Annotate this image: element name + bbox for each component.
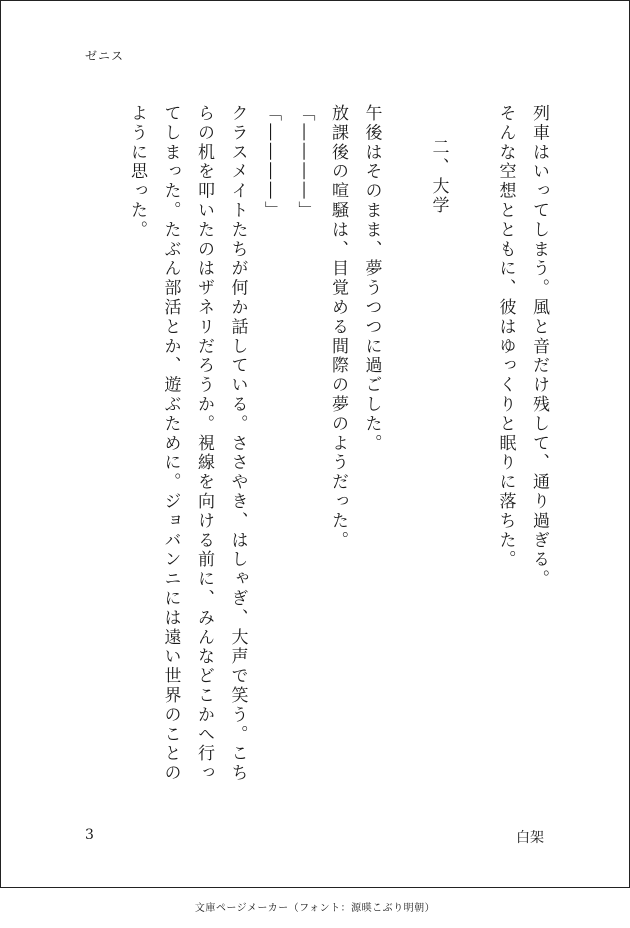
blank-line <box>388 104 422 804</box>
blank-line <box>455 104 489 804</box>
body-line: 列車はいってしまう。風と音だけ残して、通り過ぎる。 <box>529 104 549 589</box>
body-line: 放課後の喧騒は、目覚める間際の夢のようだった。 <box>328 104 348 551</box>
body-paragraph: クラスメイトたちが何か話している。ささやき、はしゃぎ、大声で笑う。こちらの机を叩いたのはザネリだろうか。視線を向ける前に、みんなどこかへ行ってしまった。たぶん部活とか、遊ぶために。ジョバンニには遠い世界のことのように思った。 <box>127 104 248 783</box>
body-line: そんな空想とともに、彼はゆっくりと眠りに落ちた。 <box>495 104 516 570</box>
app-caption: 文庫ページメーカー（フォント：源暎こぶり明朝） <box>194 903 436 914</box>
vertical-text-body <box>120 104 556 804</box>
dialogue-line: 「――――」 <box>294 104 315 221</box>
page-number: 3 <box>85 827 94 843</box>
author-name: 白架 <box>516 830 544 846</box>
body-line: 午後はそのまま、夢うつつに過ごした。 <box>361 104 382 454</box>
running-title: ゼニス <box>85 49 125 63</box>
dialogue-line: 「――――」 <box>261 104 281 221</box>
chapter-heading: 二、大学 <box>428 138 449 216</box>
